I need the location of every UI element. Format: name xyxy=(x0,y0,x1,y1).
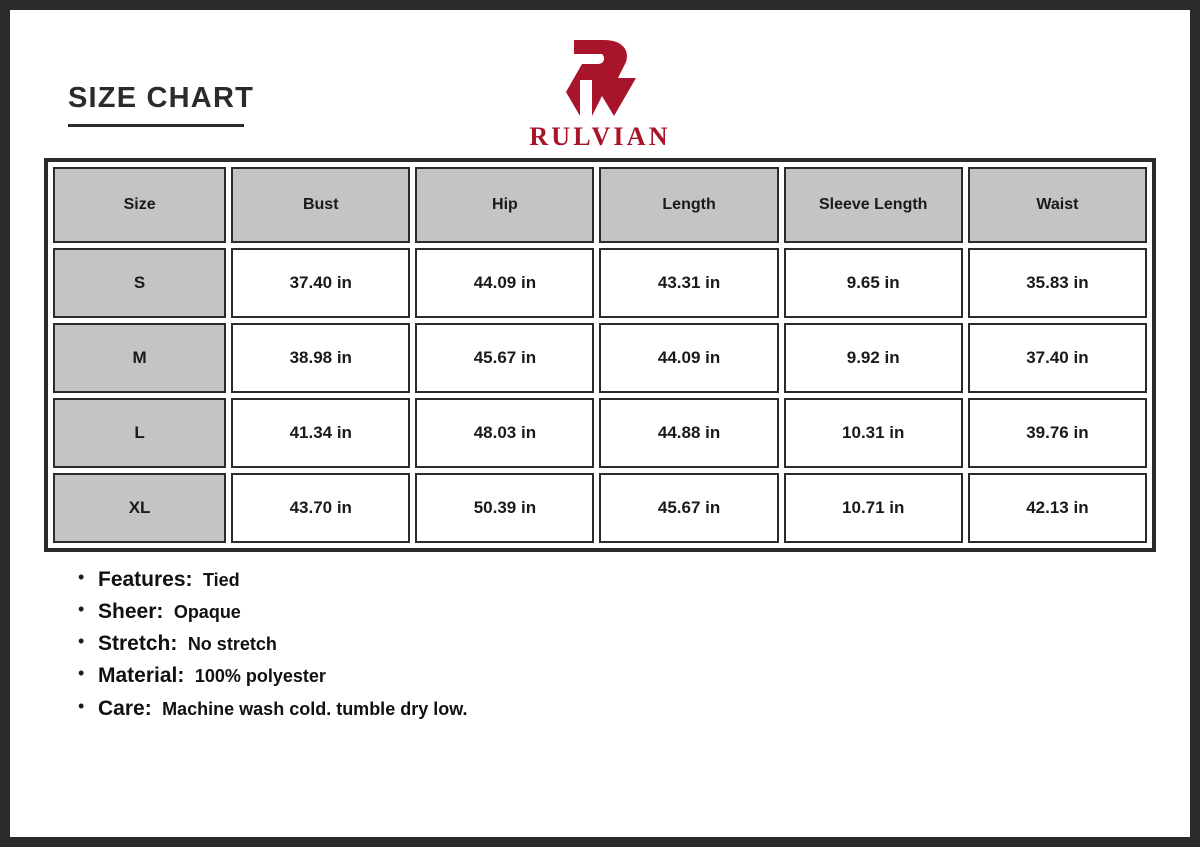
cell-hip: 45.67 in xyxy=(415,323,594,393)
cell-hip: 48.03 in xyxy=(415,398,594,468)
column-header-size: Size xyxy=(53,167,226,243)
list-item xyxy=(76,697,1166,721)
cell-waist: 39.76 in xyxy=(968,398,1147,468)
brand-lockup xyxy=(34,36,1166,152)
cell-sleeve-length: 10.31 in xyxy=(784,398,963,468)
document-header xyxy=(34,10,1166,158)
cell-waist: 35.83 in xyxy=(968,248,1147,318)
size-chart-table-wrapper xyxy=(44,158,1156,552)
cell-sleeve-length: 9.92 in xyxy=(784,323,963,393)
table-header-row xyxy=(53,167,1147,243)
size-chart-table xyxy=(48,162,1152,548)
cell-length: 44.09 in xyxy=(599,323,778,393)
cell-size: M xyxy=(53,323,226,393)
cell-bust: 37.40 in xyxy=(231,248,410,318)
spec-value-care: Machine wash cold. tumble dry low. xyxy=(162,698,468,719)
page-inner xyxy=(10,10,1190,837)
column-header-sleeve-length: Sleeve Length xyxy=(784,167,963,243)
cell-bust: 38.98 in xyxy=(231,323,410,393)
cell-size: XL xyxy=(53,473,226,543)
cell-sleeve-length: 9.65 in xyxy=(784,248,963,318)
list-item xyxy=(76,600,1166,624)
column-header-length: Length xyxy=(599,167,778,243)
spec-label-sheer: Sheer: xyxy=(98,600,164,624)
brand-name: RULVIAN xyxy=(529,122,671,151)
cell-length: 44.88 in xyxy=(599,398,778,468)
table-row xyxy=(53,323,1147,393)
table-row xyxy=(53,473,1147,543)
spec-value-stretch: No stretch xyxy=(187,634,277,655)
cell-length: 45.67 in xyxy=(599,473,778,543)
spec-label-material: Material: xyxy=(98,664,185,688)
cell-waist: 42.13 in xyxy=(968,473,1147,543)
list-item xyxy=(76,664,1166,688)
cell-bust: 41.34 in xyxy=(231,398,410,468)
cell-size: L xyxy=(53,398,226,468)
cell-waist: 37.40 in xyxy=(968,323,1147,393)
column-header-bust: Bust xyxy=(231,167,410,243)
rulvian-r-monogram-icon xyxy=(552,36,648,120)
spec-label-features: Features: xyxy=(98,568,193,591)
cell-hip: 44.09 in xyxy=(415,248,594,318)
cell-length: 43.31 in xyxy=(599,248,778,318)
list-item xyxy=(76,568,1166,592)
table-header xyxy=(53,167,1147,243)
cell-bust: 43.70 in xyxy=(231,473,410,543)
column-header-waist: Waist xyxy=(968,167,1147,243)
spec-label-care: Care: xyxy=(98,696,152,720)
spec-label-stretch: Stretch: xyxy=(98,632,178,656)
cell-hip: 50.39 in xyxy=(415,473,594,543)
spec-value-features: Tied xyxy=(202,570,240,590)
page-title: SIZE CHART xyxy=(68,82,254,114)
cell-sleeve-length: 10.71 in xyxy=(784,473,963,543)
list-item xyxy=(76,632,1166,656)
spec-value-sheer: Opaque xyxy=(173,602,241,623)
product-specs-list xyxy=(76,568,1166,721)
table-body xyxy=(53,248,1147,543)
column-header-hip: Hip xyxy=(415,167,594,243)
spec-value-material: 100% polyester xyxy=(194,666,326,687)
cell-size: S xyxy=(53,248,226,318)
table-row xyxy=(53,398,1147,468)
table-row xyxy=(53,248,1147,318)
